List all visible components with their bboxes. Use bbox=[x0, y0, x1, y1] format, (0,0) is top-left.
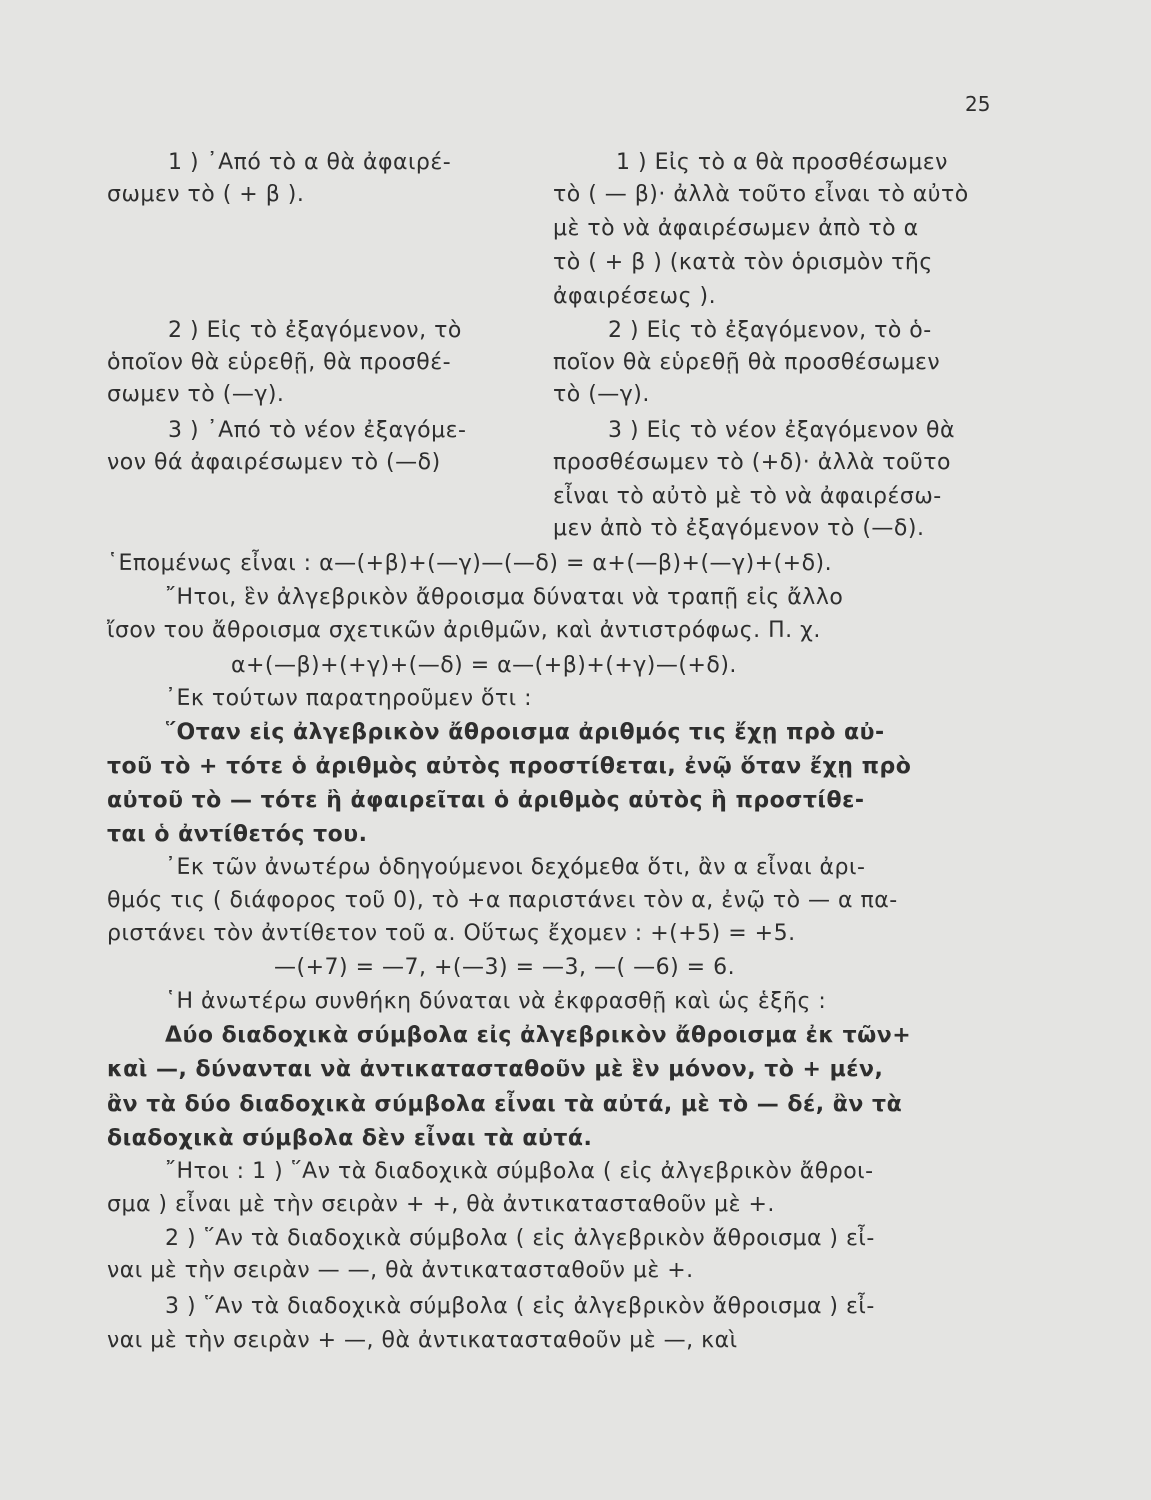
right-col-line: εἶναι τὸ αὐτὸ μὲ τὸ νὰ ἀφαιρέσω- bbox=[553, 484, 942, 509]
right-col-line: ἀφαιρέσεως ). bbox=[553, 284, 717, 309]
right-col-line: τὸ ( + β ) (κατὰ τὸν ὁρισμὸν τῆς bbox=[553, 250, 933, 275]
left-col-line: σωμεν τὸ ( + β ). bbox=[107, 182, 305, 207]
right-col-line: τὸ ( — β)· ἀλλὰ τοῦτο εἶναι τὸ αὐτὸ bbox=[553, 182, 969, 207]
equation-line: —(+7) = —7, +(—3) = —3, —( —6) = 6. bbox=[274, 955, 736, 980]
body-line: 2 ) ῞Αν τὰ διαδοχικὰ σύμβολα ( εἰς ἀλγεβρικὸν ἄθροισμα ) εἶ- bbox=[165, 1226, 875, 1251]
right-col-line: 2 ) Εἰς τὸ ἐξαγόμενον, τὸ ὁ- bbox=[608, 318, 932, 343]
rule-line: ῞Οταν εἰς ἀλγεβρικὸν ἄθροισμα ἀριθμός τις ἔχῃ πρὸ αὐ- bbox=[165, 720, 885, 745]
right-col-line: τὸ (—γ). bbox=[553, 382, 650, 407]
page-number: 25 bbox=[965, 92, 991, 116]
right-col-line: μεν ἀπὸ τὸ ἐξαγόμενον τὸ (—δ). bbox=[553, 516, 925, 541]
right-col-line: 3 ) Εἰς τὸ νέον ἐξαγόμενον θὰ bbox=[608, 418, 955, 443]
left-col-line: 2 ) Εἰς τὸ ἐξαγόμενον, τὸ bbox=[168, 318, 462, 343]
left-col-line: ὁποῖον θὰ εὑρεθῇ, θὰ προσθέ- bbox=[107, 350, 452, 375]
body-line: ναι μὲ τὴν σειρὰν — —, θὰ ἀντικατασταθοῦν μὲ +. bbox=[107, 1258, 694, 1283]
body-line: ἴσον του ἄθροισμα σχετικῶν ἀριθμῶν, καὶ ἀντιστρόφως. Π. χ. bbox=[107, 618, 821, 643]
body-line: ῎Ητοι, ἓν ἀλγεβρικὸν ἄθροισμα δύναται νὰ τραπῇ εἰς ἄλλο bbox=[165, 585, 844, 610]
left-col-line: 1 ) ᾿Από τὸ α θὰ ἀφαιρέ- bbox=[168, 150, 452, 175]
right-col-line: 1 ) Εἰς τὸ α θὰ προσθέσωμεν bbox=[616, 150, 948, 175]
rule-line: Δύο διαδοχικὰ σύμβολα εἰς ἀλγεβρικὸν ἄθροισμα ἐκ τῶν+ bbox=[165, 1023, 912, 1048]
body-line: σμα ) εἶναι μὲ τὴν σειρὰν + +, θὰ ἀντικατασταθοῦν μὲ +. bbox=[107, 1192, 775, 1217]
rule-line: ται ὁ ἀντίθετός του. bbox=[107, 822, 368, 847]
right-col-line: μὲ τὸ νὰ ἀφαιρέσωμεν ἀπὸ τὸ α bbox=[553, 216, 919, 241]
rule-line: ἂν τὰ δύο διαδοχικὰ σύμβολα εἶναι τὰ αὐτά, μὲ τὸ — δέ, ἂν τὰ bbox=[107, 1092, 903, 1117]
rule-line: αὐτοῦ τὸ — τότε ἢ ἀφαιρεῖται ὁ ἀριθμὸς αὐτὸς ἢ προστίθε- bbox=[107, 788, 865, 813]
body-line: ναι μὲ τὴν σειρὰν + —, θὰ ἀντικατασταθοῦν μὲ —, καὶ bbox=[107, 1328, 738, 1353]
body-line: θμός τις ( διάφορος τοῦ 0), τὸ +α παριστάνει τὸν α, ἐνῷ τὸ — α πα- bbox=[107, 888, 898, 913]
body-line: ῾Η ἀνωτέρω συνθήκη δύναται νὰ ἐκφρασθῇ καὶ ὡς ἑξῆς : bbox=[165, 989, 827, 1014]
body-line: ῾Επομένως εἶναι : α—(+β)+(—γ)—(—δ) = α+(—β)+(—γ)+(+δ). bbox=[107, 551, 833, 576]
left-col-line: νον θά ἀφαιρέσωμεν τὸ (—δ) bbox=[107, 450, 441, 475]
rule-line: καὶ —, δύνανται νὰ ἀντικατασταθοῦν μὲ ἓν μόνον, τὸ + μέν, bbox=[107, 1057, 884, 1082]
body-line: 3 ) ῞Αν τὰ διαδοχικὰ σύμβολα ( εἰς ἀλγεβρικὸν ἄθροισμα ) εἶ- bbox=[165, 1294, 875, 1319]
body-line: ῎Ητοι : 1 ) ῞Αν τὰ διαδοχικὰ σύμβολα ( εἰς ἀλγεβρικὸν ἄθροι- bbox=[165, 1159, 874, 1184]
equation-line: α+(—β)+(+γ)+(—δ) = α—(+β)+(+γ)—(+δ). bbox=[231, 653, 737, 678]
rule-line: τοῦ τὸ + τότε ὁ ἀριθμὸς αὐτὸς προστίθεται, ἐνῷ ὅταν ἔχῃ πρὸ bbox=[107, 754, 912, 779]
body-line: ᾿Εκ τῶν ἀνωτέρω ὁδηγούμενοι δεχόμεθα ὅτι, ἂν α εἶναι ἀρι- bbox=[165, 855, 866, 880]
left-col-line: 3 ) ᾿Από τὸ νέον ἐξαγόμε- bbox=[168, 418, 467, 443]
body-line: ᾿Εκ τούτων παρατηροῦμεν ὅτι : bbox=[165, 686, 533, 711]
rule-line: διαδοχικὰ σύμβολα δὲν εἶναι τὰ αὐτά. bbox=[107, 1126, 593, 1151]
body-line: ριστάνει τὸν ἀντίθετον τοῦ α. Οὕτως ἔχομεν : +(+5) = +5. bbox=[107, 921, 796, 946]
right-col-line: ποῖον θὰ εὑρεθῇ θὰ προσθέσωμεν bbox=[553, 350, 941, 375]
left-col-line: σωμεν τὸ (—γ). bbox=[107, 382, 285, 407]
right-col-line: προσθέσωμεν τὸ (+δ)· ἀλλὰ τοῦτο bbox=[553, 450, 951, 475]
